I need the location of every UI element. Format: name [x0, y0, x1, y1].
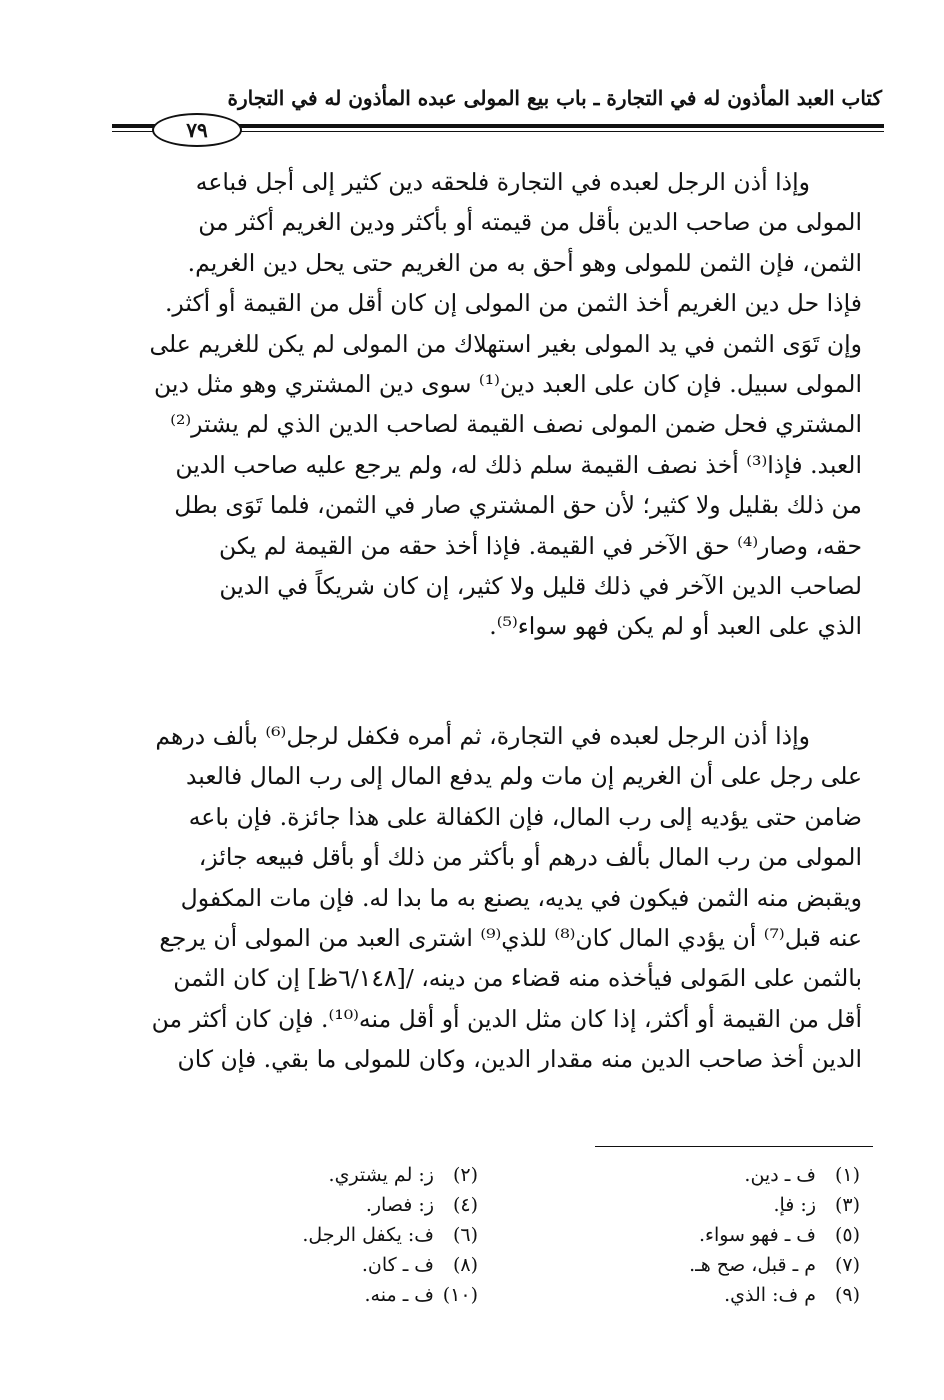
- footnote-number: (١): [834, 1164, 860, 1186]
- footnote-text: ف ـ فهو سواء.: [698, 1224, 816, 1246]
- footnote: [530, 1250, 860, 1280]
- text-line: المولى سبيل. فإن كان على العبد دين⁽¹⁾ سوى دين المشتري وهو مثل دين: [154, 370, 862, 399]
- text-line: لصاحب الدين الآخر في ذلك قليل ولا كثير، إن كان شريكاً في الدين: [219, 572, 862, 601]
- text-line: المولى من رب المال بألف درهم أو بأكثر من ذلك أو بأقل فبيعه جائز،: [198, 843, 862, 872]
- footnote-number: (١٠): [442, 1284, 478, 1306]
- footnote: [148, 1280, 478, 1310]
- footnote-text: ف ـ كان.: [361, 1254, 434, 1276]
- text-line: الثمن، فإن الثمن للمولى وهو أحق به من الغريم حتى يحل دين الغريم.: [187, 248, 862, 277]
- footnote: [148, 1220, 478, 1250]
- text-line: الدين أخذ صاحب الدين منه مقدار الدين، وكان للمولى ما بقي. فإن كان: [177, 1045, 862, 1074]
- text-line: ضامن حتى يؤديه إلى رب المال، فإن الكفالة على هذا جائزة. فإن باعه: [188, 802, 862, 831]
- footnote-text: ف ـ منه.: [364, 1284, 434, 1306]
- text-line: المشتري فحل ضمن المولى نصف القيمة لصاحب الدين الذي لم يشتر⁽²⁾: [170, 410, 862, 439]
- footnote-number: (٢): [452, 1164, 478, 1186]
- footnote-text: ف ـ دين.: [744, 1164, 816, 1186]
- text-line: وإذا أذن الرجل لعبده في التجارة، ثم أمره فكفل لرجل⁽⁶⁾ بألف درهم: [155, 722, 810, 750]
- footnote: [530, 1190, 860, 1220]
- footnote-number: (٩): [834, 1284, 860, 1306]
- footnote-text: ف: يكفل الرجل.: [302, 1224, 434, 1246]
- text-line: وإذا أذن الرجل لعبده في التجارة فلحقه دين كثير إلى أجل فباعه: [195, 168, 810, 196]
- text-line: ويقبض منه الثمن فيكون في يديه، يصنع به ما بدا له. فإن مات المكفول: [180, 883, 862, 912]
- footnote: [530, 1160, 860, 1190]
- text-line: حقه، وصار⁽⁴⁾ حق الآخر في القيمة. فإذا أخذ حقه من القيمة لم يكن: [218, 531, 862, 560]
- footnote-number: (٣): [834, 1194, 860, 1216]
- footnote: [530, 1280, 860, 1310]
- footnote: [148, 1250, 478, 1280]
- footnote-number: (٨): [452, 1254, 478, 1276]
- text-line: على رجل على أن الغريم إن مات ولم يدفع المال إلى رب المال فالعبد: [185, 762, 862, 791]
- footnote-number: (٥): [834, 1224, 860, 1246]
- running-head-title: كتاب العبد المأذون له في التجارة ـ باب بيع المولى عبده المأذون له في التجارة: [227, 86, 882, 110]
- paragraph-1: [84, 162, 862, 647]
- text-line: الذي على العبد أو لم يكن فهو سواء⁽⁵⁾.: [489, 612, 862, 641]
- footnote-number: (٧): [834, 1254, 860, 1276]
- footnote-number: (٤): [452, 1194, 478, 1216]
- footnote-text: ز: فصار.: [365, 1194, 434, 1216]
- footnote-separator: [595, 1146, 873, 1147]
- footnote-text: م ف: الذي.: [724, 1284, 816, 1306]
- text-line: العبد. فإذا⁽³⁾ أخذ نصف القيمة سلم ذلك له، ولم يرجع عليه صاحب الدين: [175, 450, 862, 479]
- footnotes-left-column: [148, 1160, 478, 1310]
- text-line: عنه قبل⁽⁷⁾ أن يؤدي المال كان⁽⁸⁾ للذي⁽⁹⁾ اشترى العبد من المولى أن يرجع: [159, 924, 862, 953]
- footnote: [148, 1190, 478, 1220]
- text-line: وإن تَوَى الثمن في يد المولى بغير استهلاك من المولى لم يكن للغريم على: [149, 329, 862, 358]
- footnote-number: (٦): [452, 1224, 478, 1246]
- footnote-text: ز: لم يشتري.: [328, 1164, 434, 1186]
- footnote: [530, 1220, 860, 1250]
- text-line: المولى من صاحب الدين بأقل من قيمته أو بأكثر ودين الغريم أكثر من: [198, 208, 862, 237]
- footnote-text: م ـ قبل، صح هـ.: [689, 1254, 816, 1276]
- page-number: ٧٩: [152, 113, 242, 147]
- text-line: من ذلك بقليل ولا كثير؛ لأن حق المشتري صار في الثمن، فلما تَوَى بطل: [174, 491, 862, 520]
- footnote-text: ز: فإ.: [773, 1194, 816, 1216]
- paragraph-2: [84, 716, 862, 1080]
- text-line: أقل من القيمة أو أكثر، إذا كان مثل الدين أو أقل منه⁽¹⁰⁾. فإن كان أكثر من: [151, 1004, 862, 1033]
- text-line: فإذا حل دين الغريم أخذ الثمن من المولى إن كان أقل من القيمة أو أكثر.: [164, 289, 862, 318]
- text-line: بالثمن على المَولى فيأخذه منه قضاء من دينه، /[٦/١٤٨ظ] إن كان الثمن: [173, 964, 862, 993]
- footnotes-right-column: [530, 1160, 860, 1310]
- footnote: [148, 1160, 478, 1190]
